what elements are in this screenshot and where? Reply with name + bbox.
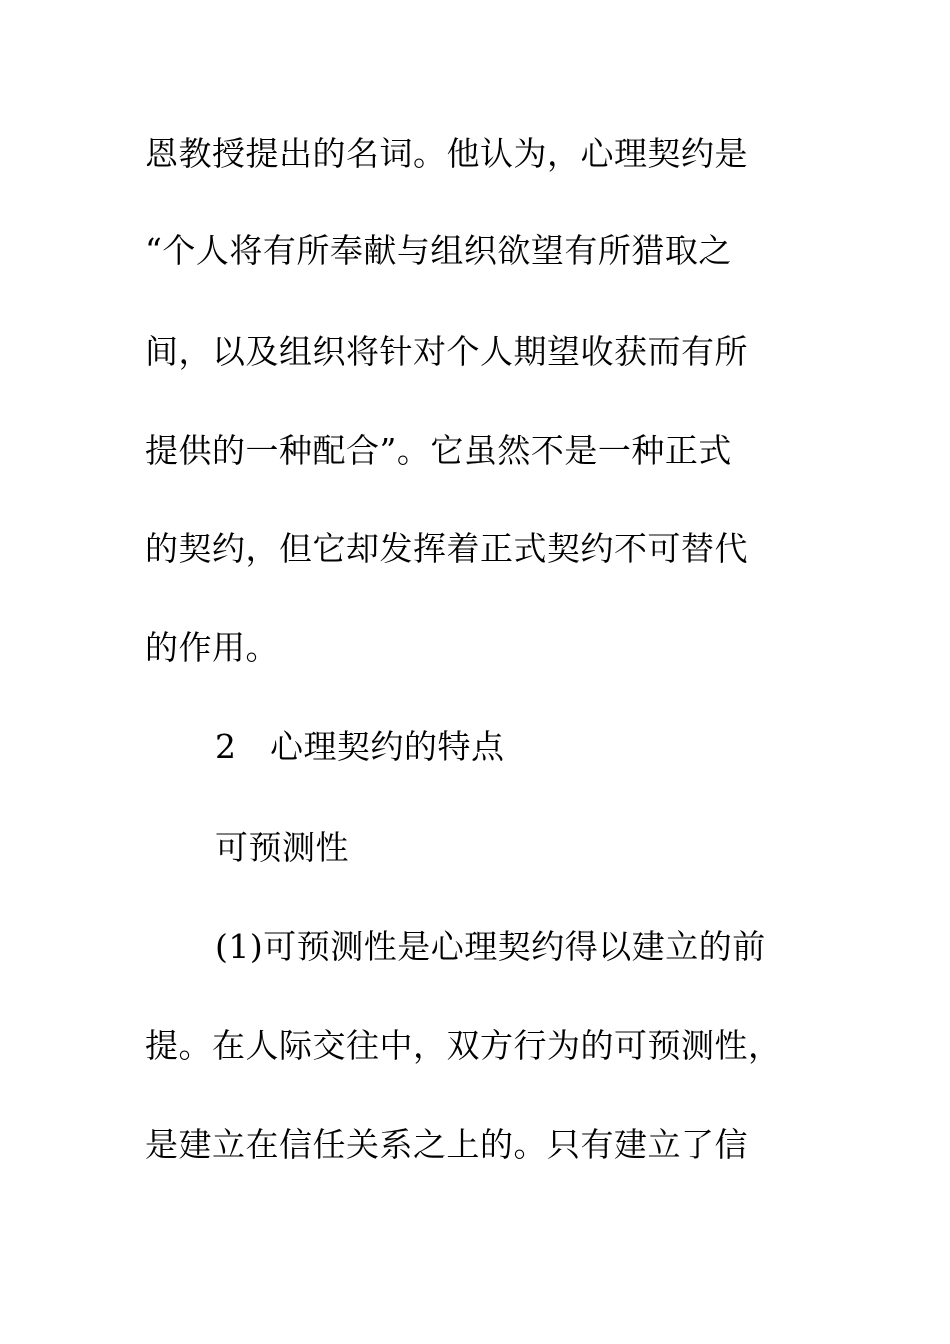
paragraph-line: 间，以及组织将针对个人期望收获而有所 xyxy=(145,332,748,371)
paragraph-line: (1)可预测性是心理契约得以建立的前 xyxy=(215,927,766,966)
paragraph-line: 的作用。 xyxy=(145,628,279,667)
paragraph-line: 恩教授提出的名词。他认为，心理契约是 xyxy=(145,134,748,173)
subsection-heading: 可预测性 xyxy=(215,828,349,867)
paragraph-line: 是建立在信任关系之上的。只有建立了信 xyxy=(145,1125,748,1164)
paragraph-line: 提。在人际交往中，双方行为的可预测性， xyxy=(145,1026,782,1065)
section-heading: 2 心理契约的特点 xyxy=(215,727,505,766)
paragraph-line: 提供的一种配合”。它虽然不是一种正式 xyxy=(145,431,732,470)
paragraph-line: “个人将有所奉献与组织欲望有所猎取之 xyxy=(145,231,732,270)
paragraph-line: 的契约，但它却发挥着正式契约不可替代 xyxy=(145,529,748,568)
